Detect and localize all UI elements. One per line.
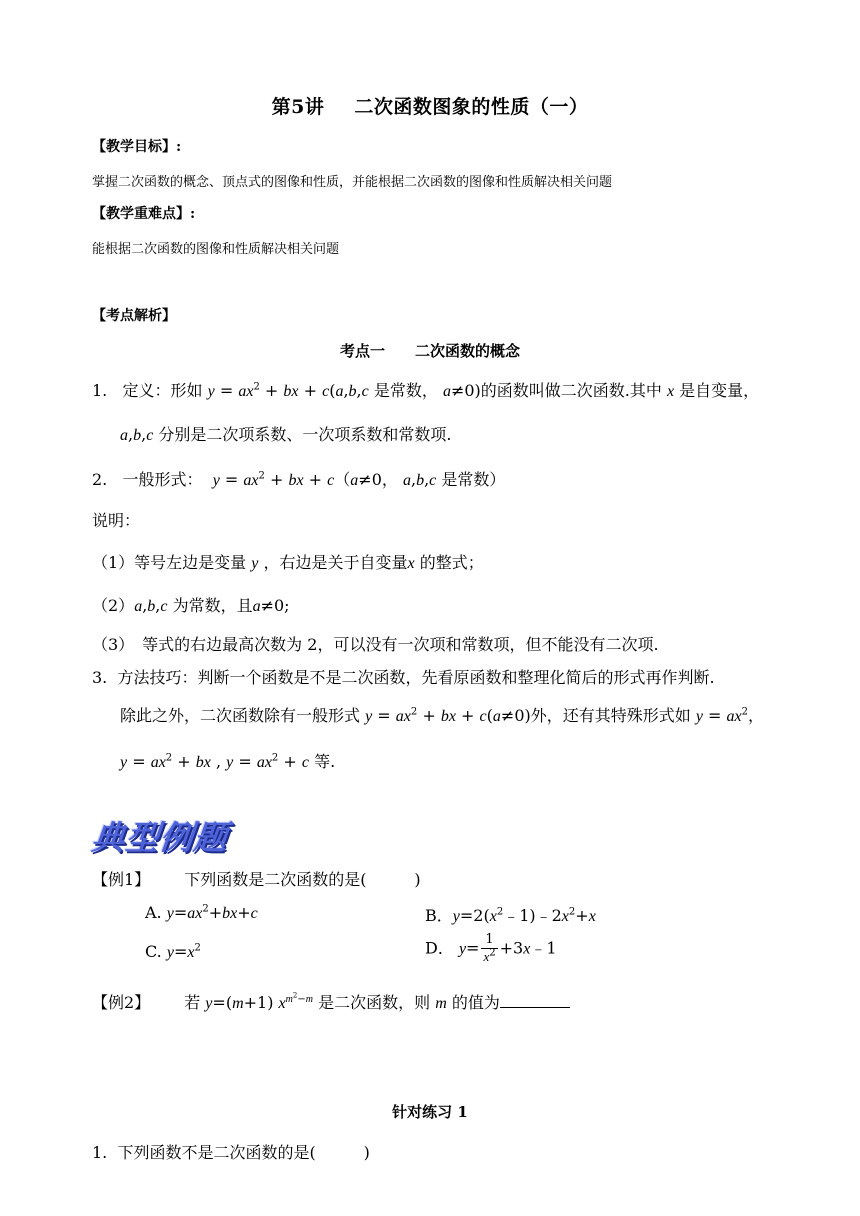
general-form-line: 2. 一般形式： $y = ax^2$ + bx + c（a≠0， a,b,c 是常数）: [92, 470, 506, 489]
note-label: 说明：: [92, 511, 141, 530]
lesson-topic: 二次函数图象的性质（一）: [354, 96, 589, 118]
practice-1-question: 1. 下列函数不是二次函数的是( ): [92, 1143, 370, 1162]
example-1-question: 【例1】 下列函数是二次函数的是( ): [92, 870, 421, 889]
typical-examples-stamp: 典型例题: [89, 818, 230, 857]
note-2: （2）a,b,c 为常数，且a≠0;: [92, 596, 290, 615]
definition-line-2: a,b,c 分别是二次项系数、一次项系数和常数项.: [120, 425, 452, 444]
method-line-1: 3. 方法技巧：判断一个函数是不是二次函数，先看原函数和整理化简后的形式再作判断.: [92, 668, 715, 687]
method-line-2: 除此之外，二次函数除有一般形式 $y = ax^2$ + bx + c(a≠0)外，还有其特殊形式如 $y = ax^2$，: [120, 706, 765, 725]
lesson-number: 第5讲: [271, 96, 325, 118]
section-title: 考点一 二次函数的概念: [339, 342, 520, 360]
example-1-option-d: D． y= $\frac{1}{x^2}$ +3x﹣1: [425, 932, 557, 964]
example-1-option-c: C. $y=x^2$: [145, 942, 201, 961]
answer-blank[interactable]: [500, 991, 570, 1008]
analysis-heading: 【考点解析】: [92, 308, 176, 324]
example-2-question: 【例2】 若 y=(m+1) $x^{m^2-m}$ 是二次函数，则 m 的值为: [92, 990, 570, 1013]
example-1-option-b: B．$y=2(x^2﹣1)﹣2x^2+x$: [425, 906, 596, 925]
definition-line-1: 1. 定义：形如 $y = ax^2$ + bx + c(a,b,c 是常数， a≠0)的函数叫做二次函数.其中 x 是自变量，: [92, 381, 760, 400]
key-points-heading: 【教学重难点】:: [92, 206, 196, 222]
page-title: [0, 92, 860, 119]
key-points-text: 能根据二次函数的图像和性质解决相关问题: [92, 242, 340, 257]
method-line-3: $y = ax^2$ + bx , $y = ax^2 + c$ 等.: [120, 752, 336, 771]
practice-title: 针对练习 1: [392, 1103, 468, 1121]
objectives-text: 掌握二次函数的概念、顶点式的图像和性质，并能根据二次函数的图像和性质解决相关问题: [92, 175, 613, 190]
objectives-heading: 【教学目标】:: [92, 139, 182, 155]
note-3: （3） 等式的右边最高次数为 2，可以没有一次项和常数项，但不能没有二次项.: [92, 635, 659, 654]
example-1-option-a: A. $y=ax^2+bx+c$: [145, 903, 258, 922]
note-1: （1）等号左边是变量 y ，右边是关于自变量x 的整式；: [92, 553, 484, 572]
